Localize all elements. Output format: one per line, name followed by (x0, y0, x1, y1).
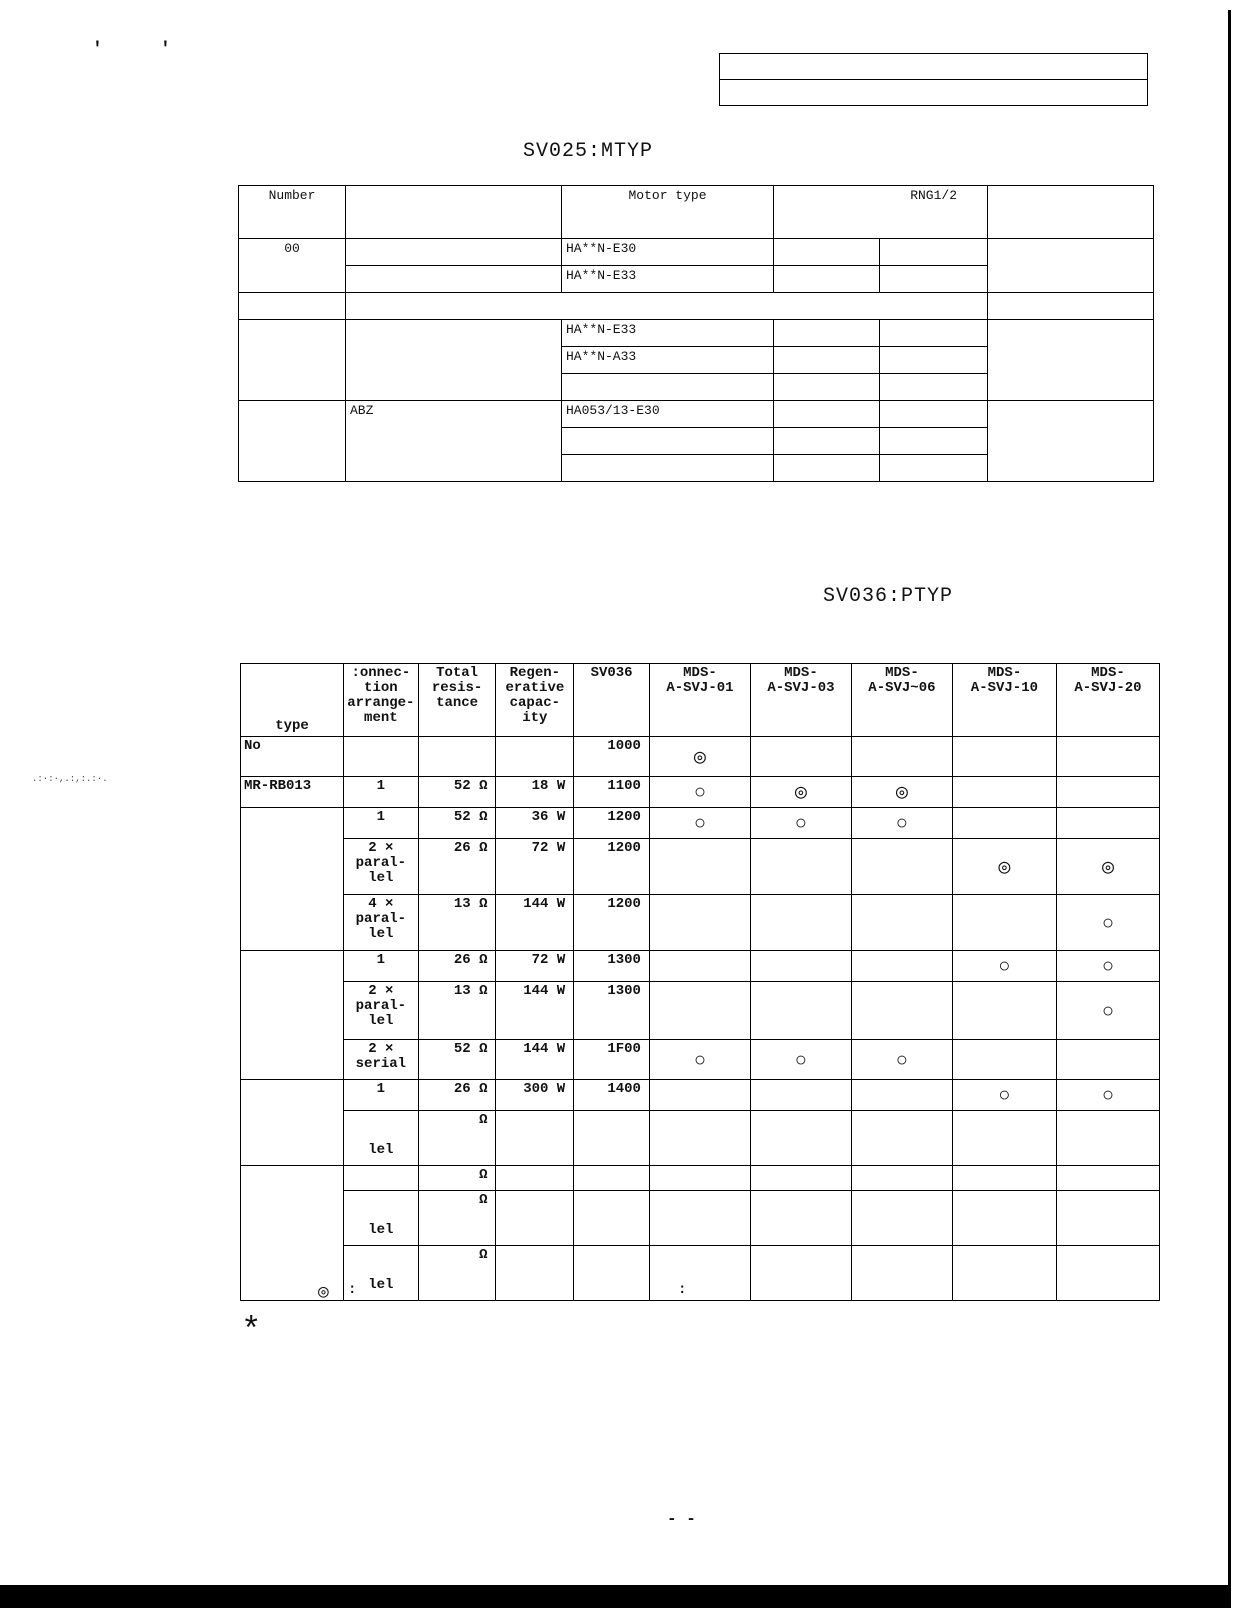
capacity-cell (496, 1111, 574, 1166)
margin-scribble: .:·:·,.:,:.:·. (32, 774, 108, 784)
connection-cell: 2 × paral- lel (344, 839, 419, 895)
table-row (241, 1166, 1160, 1191)
connection-cell (344, 1166, 419, 1191)
table-row (241, 1111, 1160, 1166)
rng1-cell (774, 455, 880, 482)
circle-icon: ○ (998, 1085, 1011, 1108)
table-row (239, 239, 1154, 266)
name-cell (346, 239, 562, 266)
compat-cell (1056, 777, 1159, 808)
compat-cell (649, 808, 750, 839)
compat-cell (851, 1080, 952, 1111)
compat-cell (649, 982, 750, 1040)
rng1-cell (774, 374, 880, 401)
legend-colon: : (348, 1282, 357, 1298)
sv036-cell (574, 1166, 650, 1191)
compat-cell (851, 808, 952, 839)
type-cell (241, 808, 344, 951)
compat-cell (750, 1111, 851, 1166)
type-cell (241, 951, 344, 1080)
compat-cell (750, 737, 851, 777)
sv036-cell: 1200 (574, 895, 650, 951)
compat-cell (1056, 1080, 1159, 1111)
circle-icon: ○ (1101, 912, 1114, 936)
compat-cell (952, 1166, 1056, 1191)
motor-type-table (238, 185, 1154, 482)
connection-cell: lel (344, 1246, 419, 1301)
remark-cell (988, 239, 1154, 293)
sv036-cell: 1300 (574, 982, 650, 1040)
capacity-cell: 300 W (496, 1080, 574, 1111)
header-sv036: SV036 (574, 664, 650, 737)
capacity-cell (496, 1246, 574, 1301)
compat-cell (952, 808, 1056, 839)
legend-colon: : (678, 1282, 687, 1298)
resistance-cell: 52 Ω (418, 1040, 496, 1080)
compat-cell (750, 777, 851, 808)
compat-cell (750, 1080, 851, 1111)
table-row (239, 293, 1154, 320)
table-header-row (239, 186, 1154, 239)
asterisk-icon: * (241, 1313, 262, 1351)
compat-cell (952, 839, 1056, 895)
capacity-cell: 144 W (496, 982, 574, 1040)
compat-cell (750, 1191, 851, 1246)
name-cell (346, 293, 988, 320)
double-circle-icon: ◎ (794, 782, 807, 805)
compat-cell (649, 1246, 750, 1301)
table-row (241, 839, 1160, 895)
rng2-cell (880, 374, 988, 401)
sv036-cell (574, 1111, 650, 1166)
tick-mark: ' (160, 40, 171, 60)
resistance-cell: 52 Ω (418, 808, 496, 839)
motor-section-title: SV025:MTYP (523, 140, 654, 163)
compat-cell (851, 737, 952, 777)
double-circle-icon: ◎ (998, 856, 1011, 880)
table-row (241, 777, 1160, 808)
compat-cell (649, 1191, 750, 1246)
connection-cell: lel (344, 1191, 419, 1246)
compat-cell (649, 1166, 750, 1191)
table-row (241, 895, 1160, 951)
table-row (241, 808, 1160, 839)
capacity-cell: 144 W (496, 1040, 574, 1080)
compat-cell (1056, 1040, 1159, 1080)
compat-cell (1056, 737, 1159, 777)
circle-icon: ○ (998, 956, 1011, 979)
circle-icon: ○ (1101, 1000, 1114, 1024)
circle-icon: ○ (794, 813, 807, 836)
table-header-row (241, 664, 1160, 737)
compat-cell (952, 1111, 1056, 1166)
capacity-cell: 72 W (496, 839, 574, 895)
connection-cell: 1 (344, 951, 419, 982)
compat-cell (1056, 951, 1159, 982)
compat-cell (1056, 1111, 1159, 1166)
double-circle-icon: ◎ (693, 746, 706, 770)
rng2-cell (880, 401, 988, 428)
sv036-cell: 1200 (574, 839, 650, 895)
remark-cell (988, 320, 1154, 401)
header-rng: RNG1/2 (774, 186, 988, 239)
page-right-rule (1228, 10, 1231, 1585)
motor-cell: HA053/13-E30 (562, 401, 774, 428)
header-type: type (241, 664, 344, 737)
compat-cell (851, 951, 952, 982)
compat-cell (649, 1040, 750, 1080)
compat-cell (750, 1040, 851, 1080)
rng1-cell (774, 428, 880, 455)
connection-cell: 1 (344, 1080, 419, 1111)
compat-cell (1056, 982, 1159, 1040)
compat-cell (952, 1191, 1056, 1246)
motor-cell: HA**N-E33 (562, 320, 774, 347)
capacity-cell: 144 W (496, 895, 574, 951)
connection-cell: 2 × paral- lel (344, 982, 419, 1040)
compat-cell (1056, 1191, 1159, 1246)
compat-cell (952, 777, 1056, 808)
rng2-cell (880, 266, 988, 293)
number-cell: 00 (239, 239, 346, 293)
remark-cell (988, 293, 1154, 320)
resistance-cell: 26 Ω (418, 839, 496, 895)
header-regen-capacity: Regen- erative capac- ity (496, 664, 574, 737)
double-circle-icon: ◎ (1101, 856, 1114, 880)
compat-cell (952, 737, 1056, 777)
sv036-cell: 1200 (574, 808, 650, 839)
sv036-cell: 1F00 (574, 1040, 650, 1080)
connection-cell: lel (344, 1111, 419, 1166)
sv036-cell: 1100 (574, 777, 650, 808)
header-amp-svj-10: MDS- A-SVJ-10 (952, 664, 1056, 737)
header-connection: :onnec- tion arrange- ment (344, 664, 419, 737)
circle-icon: ○ (693, 813, 706, 836)
table-row (241, 737, 1160, 777)
header-total-resistance: Total resis- tance (418, 664, 496, 737)
compat-cell (750, 982, 851, 1040)
resistance-cell: 26 Ω (418, 1080, 496, 1111)
resistance-cell: Ω (418, 1166, 496, 1191)
header-motor-type: Motor type (562, 186, 774, 239)
compat-cell (649, 1080, 750, 1111)
resistance-cell: Ω (418, 1246, 496, 1301)
table-row (241, 982, 1160, 1040)
connection-cell (344, 737, 419, 777)
resistance-cell: 52 Ω (418, 777, 496, 808)
resistor-section-title: SV036:PTYP (823, 585, 954, 608)
motor-cell (562, 428, 774, 455)
compat-cell (750, 1246, 851, 1301)
capacity-cell: 72 W (496, 951, 574, 982)
compat-cell (1056, 1166, 1159, 1191)
header-blank (988, 186, 1154, 239)
compat-cell (952, 951, 1056, 982)
compat-cell (750, 1166, 851, 1191)
circle-icon: ○ (1101, 1085, 1114, 1108)
header-box (719, 53, 1148, 106)
compat-cell (649, 777, 750, 808)
rng1-cell (774, 239, 880, 266)
rng2-cell (880, 455, 988, 482)
compat-cell (952, 895, 1056, 951)
compat-cell (649, 839, 750, 895)
table-row (241, 1191, 1160, 1246)
resistance-cell (418, 737, 496, 777)
rng1-cell (774, 347, 880, 374)
tick-mark: ' (92, 40, 103, 60)
connection-cell: 4 × paral- lel (344, 895, 419, 951)
table-row (241, 1040, 1160, 1080)
table-row (241, 1246, 1160, 1301)
compat-cell (649, 1111, 750, 1166)
connection-cell: 1 (344, 777, 419, 808)
compat-cell (851, 777, 952, 808)
resistance-cell: 13 Ω (418, 895, 496, 951)
rng2-cell (880, 239, 988, 266)
legend-double-circle-icon: ◎ (318, 1283, 329, 1303)
table-row (241, 951, 1160, 982)
type-cell: No (241, 737, 344, 777)
header-amp-svj-20: MDS- A-SVJ-20 (1056, 664, 1159, 737)
table-row (239, 401, 1154, 428)
number-cell (239, 293, 346, 320)
compat-cell (952, 1080, 1056, 1111)
motor-cell (562, 455, 774, 482)
capacity-cell (496, 1191, 574, 1246)
circle-icon: ○ (1101, 956, 1114, 979)
compat-cell (1056, 808, 1159, 839)
compat-cell (851, 839, 952, 895)
circle-icon: ○ (895, 813, 908, 836)
capacity-cell (496, 737, 574, 777)
motor-cell: HA**N-E33 (562, 266, 774, 293)
compat-cell (851, 1246, 952, 1301)
compat-cell (750, 951, 851, 982)
rng2-cell (880, 320, 988, 347)
remark-cell (988, 401, 1154, 482)
compat-cell (750, 808, 851, 839)
rng1-cell (774, 266, 880, 293)
compat-cell (750, 895, 851, 951)
name-cell (346, 320, 562, 401)
type-cell: MR-RB013 (241, 777, 344, 808)
header-blank (346, 186, 562, 239)
motor-cell: HA**N-A33 (562, 347, 774, 374)
sv036-cell (574, 1246, 650, 1301)
type-cell (241, 1080, 344, 1166)
regen-table-body (241, 737, 1160, 1301)
compat-cell (1056, 1246, 1159, 1301)
compat-cell (851, 982, 952, 1040)
connection-cell: 1 (344, 808, 419, 839)
resistance-cell: 26 Ω (418, 951, 496, 982)
circle-icon: ○ (895, 1049, 908, 1073)
sv036-cell (574, 1191, 650, 1246)
resistance-cell: 13 Ω (418, 982, 496, 1040)
circle-icon: ○ (693, 782, 706, 805)
header-amp-svj-03: MDS- A-SVJ-03 (750, 664, 851, 737)
rng1-cell (774, 320, 880, 347)
page-bottom-bar (0, 1585, 1231, 1608)
rng2-cell (880, 347, 988, 374)
compat-cell (649, 737, 750, 777)
compat-cell (851, 1040, 952, 1080)
compat-cell (1056, 839, 1159, 895)
connection-cell: 2 × serial (344, 1040, 419, 1080)
circle-icon: ○ (693, 1049, 706, 1073)
header-box-divider (720, 79, 1147, 80)
compat-cell (750, 839, 851, 895)
table-row (241, 1080, 1160, 1111)
sv036-cell: 1000 (574, 737, 650, 777)
capacity-cell: 18 W (496, 777, 574, 808)
header-amp-svj-06: MDS- A-SVJ~06 (851, 664, 952, 737)
header-number: Number (239, 186, 346, 239)
motor-cell (562, 374, 774, 401)
compat-cell (952, 1246, 1056, 1301)
name-cell (346, 266, 562, 293)
compat-cell (952, 982, 1056, 1040)
regen-resistor-table (240, 663, 1160, 1301)
resistance-cell: Ω (418, 1111, 496, 1166)
compat-cell (851, 1111, 952, 1166)
compat-cell (952, 1040, 1056, 1080)
sv036-cell: 1400 (574, 1080, 650, 1111)
compat-cell (649, 895, 750, 951)
compat-cell (851, 1166, 952, 1191)
sv036-cell: 1300 (574, 951, 650, 982)
footer-dashes: - - (667, 1510, 696, 1528)
compat-cell (1056, 895, 1159, 951)
number-cell (239, 320, 346, 401)
table-row (239, 320, 1154, 347)
double-circle-icon: ◎ (895, 782, 908, 805)
capacity-cell (496, 1166, 574, 1191)
compat-cell (851, 1191, 952, 1246)
rng1-cell (774, 401, 880, 428)
capacity-cell: 36 W (496, 808, 574, 839)
number-cell (239, 401, 346, 482)
compat-cell (649, 951, 750, 982)
circle-icon: ○ (794, 1049, 807, 1073)
motor-cell: HA**N-E30 (562, 239, 774, 266)
name-cell: ABZ (346, 401, 562, 482)
header-amp-svj-01: MDS- A-SVJ-01 (649, 664, 750, 737)
resistance-cell: Ω (418, 1191, 496, 1246)
compat-cell (851, 895, 952, 951)
rng2-cell (880, 428, 988, 455)
